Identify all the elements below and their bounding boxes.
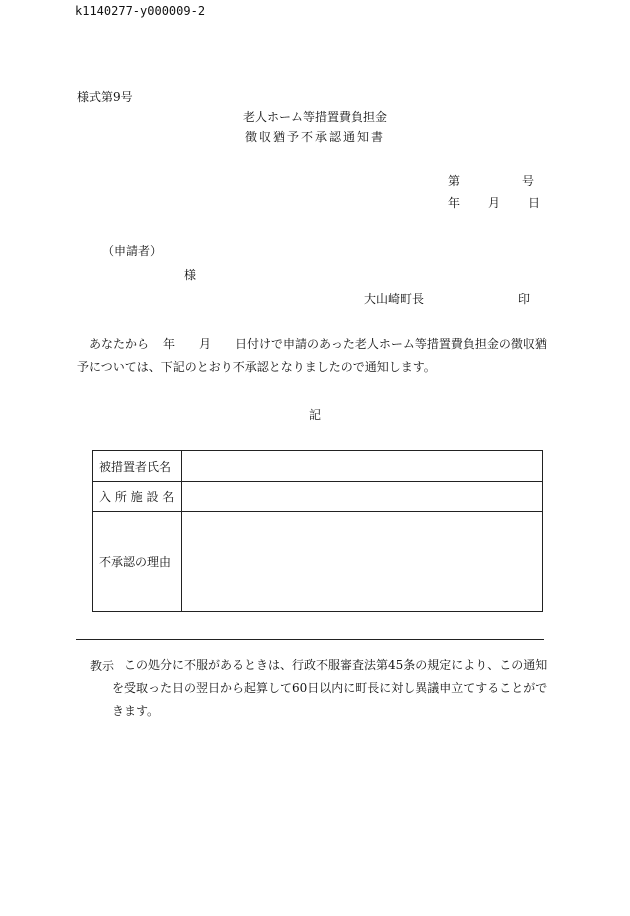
issuer: 大山崎町長 (364, 292, 425, 306)
row-value (182, 451, 543, 482)
date-month: 月 (488, 196, 501, 210)
title-line-1: 老人ホーム等措置費負担金 (242, 110, 387, 124)
number-suffix: 号 (522, 174, 535, 188)
record-table (92, 450, 543, 612)
row-value (182, 482, 543, 512)
row-label: 不承認の理由 (93, 512, 182, 612)
title-line-2: 徴収猶予不承認通知書 (244, 130, 385, 144)
date-year: 年 (448, 196, 461, 210)
body-paragraph (77, 333, 557, 379)
notice-text: この処分に不服があるときは、行政不服審査法第45条の規定により、この通知を受取った日の翌日から起算して60日以内に町長に対し異議申立てすることができます。 (112, 658, 548, 718)
table-row (93, 512, 543, 612)
applicant-label: （申請者） (102, 244, 163, 258)
honorific: 様 (184, 268, 197, 282)
row-label: 入 所 施 設 名 (93, 482, 182, 512)
body-part-1: あなたから (89, 337, 150, 351)
row-value (182, 512, 543, 612)
row-label: 被措置者氏名 (93, 451, 182, 482)
form-number: 様式第9号 (77, 90, 133, 104)
divider (76, 639, 544, 640)
body-part-2: 日付けで申請のあった老人ホーム等措置費負担金の徴収猶予については、下記のとおり不承認となりましたので通知します。 (77, 337, 547, 374)
table-row (93, 451, 543, 482)
body-year: 年 (163, 337, 176, 351)
notice-label: 教示 (90, 659, 115, 673)
issue-date (448, 194, 540, 211)
document-id: k1140277-y000009-2 (75, 4, 206, 18)
number-prefix: 第 (448, 174, 461, 188)
body-month: 月 (199, 337, 212, 351)
date-day: 日 (528, 196, 541, 210)
ki-heading: 記 (308, 408, 321, 422)
seal-mark: 印 (518, 292, 531, 306)
document-number (448, 172, 534, 189)
table-row (93, 482, 543, 512)
